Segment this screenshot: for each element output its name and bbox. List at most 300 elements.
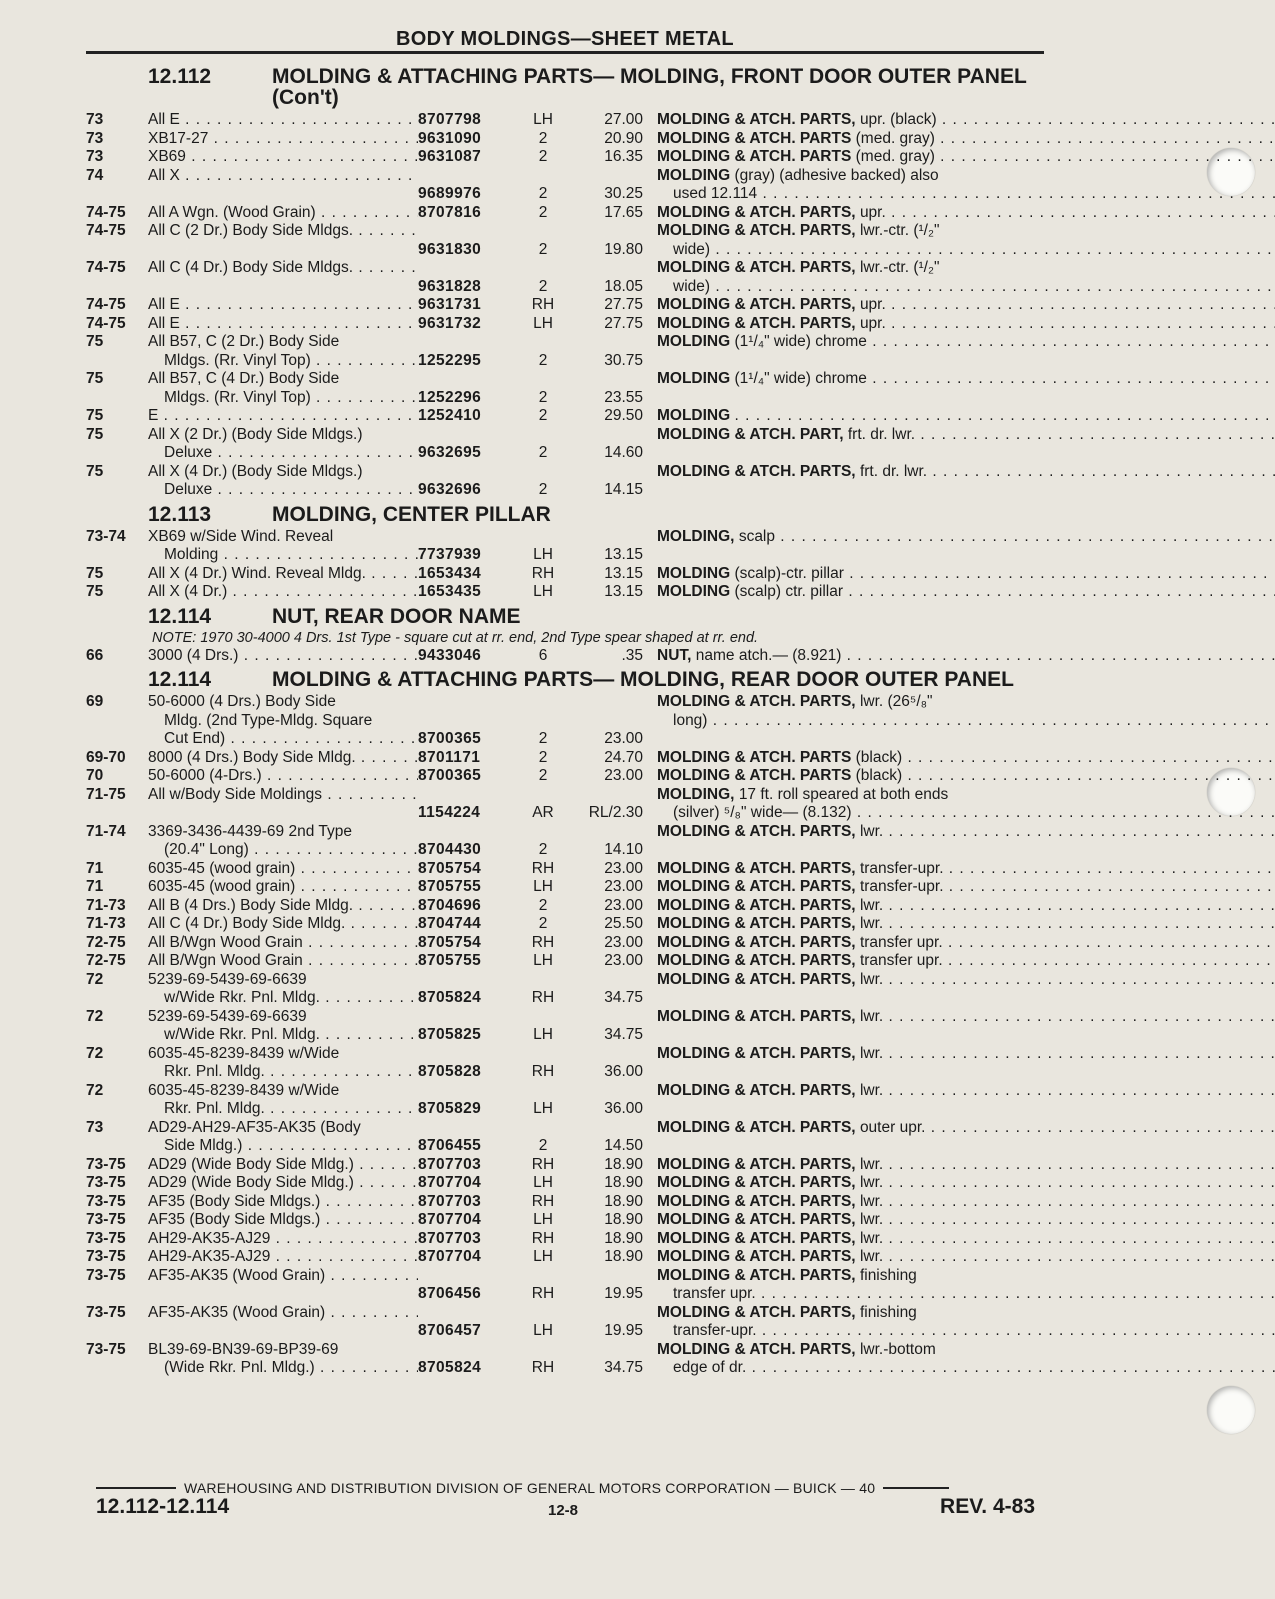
quantity: RH <box>531 564 555 582</box>
table-row <box>86 167 1046 204</box>
description-name: MOLDING <box>657 370 731 387</box>
description-name: MOLDING & ATCH. PARTS, <box>657 822 856 840</box>
description-line <box>657 897 1275 916</box>
description-text: lwr. (26⁵/₈" <box>859 693 933 710</box>
price: 34.75 <box>604 1359 643 1376</box>
part-number: 8707798 <box>418 111 482 128</box>
application-text: XB69 w/Side Wind. Reveal <box>148 527 334 545</box>
application-text: All A Wgn. (Wood Grain) . . . <box>148 204 418 223</box>
quantity: RH <box>531 1359 555 1376</box>
quantity: LH <box>533 111 553 128</box>
application-text: AD29-AH29-AF35-AK35 (Body <box>148 1118 361 1136</box>
description-text: long) <box>673 711 708 729</box>
quantity: LH <box>533 1248 553 1265</box>
application-text: AH29-AK35-AJ29 . . . <box>148 1230 418 1249</box>
description-text: transfer-upr. <box>673 1322 757 1339</box>
description-line <box>657 1045 1275 1064</box>
description-name: MOLDING & ATCH. PARTS, <box>657 1118 856 1136</box>
application-text: 50-6000 (4 Drs.) Body Side <box>148 693 336 710</box>
quantity: RH <box>531 1192 555 1210</box>
description-cell <box>643 897 1275 916</box>
description-cell <box>643 1119 1275 1138</box>
application-cell <box>148 1248 418 1267</box>
description-line <box>657 878 1275 897</box>
description-name: MOLDING & ATCH. PARTS <box>657 767 852 784</box>
table-row <box>86 860 1046 879</box>
application-text: w/Wide Rkr. Pnl. Mldg. . . . <box>148 989 418 1008</box>
table-row <box>86 1211 1046 1230</box>
quantity: 2 <box>538 767 548 784</box>
table-row <box>86 1267 1046 1304</box>
section-heading <box>86 66 1046 108</box>
model-year: 75 <box>86 583 104 600</box>
quantity: LH <box>533 583 553 600</box>
table-row <box>86 333 1046 370</box>
price: 19.95 <box>604 1285 643 1302</box>
description-line <box>657 971 1275 990</box>
table-row <box>86 528 1046 565</box>
application-cell <box>148 167 418 186</box>
application-text: 8000 (4 Drs.) Body Side Mldg. . . . <box>148 749 418 768</box>
description-text: lwr. <box>859 1229 884 1247</box>
application-cell <box>148 1211 418 1230</box>
application-cell <box>148 130 418 149</box>
price: 27.00 <box>604 111 643 128</box>
application-text: BL39-69-BN39-69-BP39-69 <box>148 1340 339 1358</box>
application-cell <box>148 1267 418 1286</box>
section-number: 12.113 <box>148 502 212 526</box>
description-text: transfer upr. <box>859 933 943 951</box>
section-number: 12.114 <box>148 604 212 628</box>
application-text: AD29 (Wide Body Side Mldg.) . . . <box>148 1156 418 1175</box>
price: 23.00 <box>604 730 643 747</box>
table-row <box>86 823 1046 860</box>
application-cell <box>148 1341 418 1378</box>
table-row <box>86 1174 1046 1193</box>
application-text: 3369-3436-4439-69 2nd Type <box>148 822 352 840</box>
price: 13.15 <box>604 546 643 563</box>
description-name: MOLDING & ATCH. PARTS, <box>657 462 856 480</box>
description-line <box>657 1174 1275 1193</box>
description-cell <box>643 204 1275 223</box>
application-text: All B57, C (2 Dr.) Body Side <box>148 333 340 350</box>
description-name: MOLDING & ATCH. PARTS, <box>657 896 856 914</box>
model-year: 70 <box>86 767 104 784</box>
description-text: wide) <box>673 240 711 258</box>
description-line <box>657 934 1275 953</box>
model-year: 69 <box>86 693 104 710</box>
application-cell <box>148 878 418 897</box>
application-cell <box>148 1045 418 1082</box>
application-cell <box>148 971 418 1008</box>
part-number: 9689976 <box>418 185 482 202</box>
description-cell <box>643 1304 1275 1341</box>
price: 18.90 <box>604 1229 643 1247</box>
description-text: upr. <box>859 314 886 332</box>
part-number: 8705755 <box>418 878 482 895</box>
description-name: MOLDING & ATCH. PARTS, <box>657 693 856 710</box>
part-number: 8701171 <box>418 748 481 766</box>
section-heading <box>86 669 1046 690</box>
quantity: 2 <box>538 240 548 258</box>
quantity: RH <box>531 1063 555 1080</box>
part-number: 9631828 <box>418 277 482 295</box>
application-text: w/Wide Rkr. Pnl. Mldg. . . . <box>148 1026 418 1045</box>
application-cell <box>148 1156 418 1175</box>
description-name: MOLDING, <box>657 527 735 545</box>
description-name: MOLDING & ATCH. PARTS, <box>657 1007 856 1025</box>
table-row <box>86 915 1046 934</box>
application-cell <box>148 583 418 602</box>
model-year: 72 <box>86 1081 104 1099</box>
description-text: transfer-upr. <box>859 878 944 895</box>
part-number: 8700365 <box>418 767 482 784</box>
table-row <box>86 1304 1046 1341</box>
model-year: 71-73 <box>86 915 126 932</box>
description-line <box>657 463 1275 482</box>
table-row <box>86 1341 1046 1378</box>
description-cell <box>643 333 1275 352</box>
application-text: AF35-AK35 (Wood Grain) . . . <box>148 1304 418 1323</box>
quantity: 2 <box>538 351 548 369</box>
application-cell <box>148 315 418 334</box>
quantity: 2 <box>538 481 548 498</box>
description-line <box>657 241 1275 260</box>
model-year: 73 <box>86 148 104 165</box>
price: 14.15 <box>604 481 643 498</box>
description-line <box>657 1082 1275 1101</box>
section-0 <box>86 66 1046 500</box>
model-year: 66 <box>86 646 104 664</box>
application-cell <box>148 370 418 407</box>
table-row <box>86 749 1046 768</box>
application-text: All B/Wgn Wood Grain . . . <box>148 952 418 971</box>
description-line <box>657 915 1275 934</box>
description-name: MOLDING & ATCH. PARTS, <box>657 878 856 895</box>
price: RL/2.30 <box>588 804 643 821</box>
part-number: 8705824 <box>418 989 482 1006</box>
description-cell <box>643 370 1275 389</box>
price: 23.00 <box>604 767 643 784</box>
part-number: 1653434 <box>418 564 482 582</box>
description-name: MOLDING & ATCH. PARTS, <box>657 1155 856 1173</box>
application-text: All X (2 Dr.) (Body Side Mldgs.) <box>148 425 363 443</box>
description-cell <box>643 1267 1275 1304</box>
description-name: MOLDING & ATCH. PARTS, <box>657 1229 856 1247</box>
model-year: 72 <box>86 1044 104 1062</box>
application-cell <box>148 749 418 768</box>
description-name: MOLDING <box>657 407 731 424</box>
description-cell <box>643 111 1275 130</box>
table-row <box>86 1008 1046 1045</box>
description-text: lwr. <box>859 1211 884 1228</box>
model-year: 72-75 <box>86 933 126 951</box>
model-year: 73-74 <box>86 527 126 545</box>
description-text: lwr. <box>859 915 884 932</box>
description-name: MOLDING & ATCH. PARTS, <box>657 859 856 877</box>
description-name: MOLDING & ATCH. PARTS, <box>657 952 856 969</box>
application-cell <box>148 426 418 463</box>
quantity: 2 <box>538 148 548 165</box>
application-cell <box>148 148 418 167</box>
description-text: (gray) (adhesive backed) also <box>734 166 939 184</box>
section-note: NOTE: 1970 30-4000 4 Drs. 1st Type - square cut at rr. end, 2nd Type spear shaped at rr. end. <box>152 629 759 646</box>
application-cell <box>148 111 418 130</box>
application-text: Cut End) . . . <box>148 730 418 749</box>
model-year: 74-75 <box>86 222 126 239</box>
footer-rule-left <box>96 1487 176 1489</box>
footer-section-range: 12.112-12.114 <box>96 1495 230 1518</box>
price: 24.70 <box>604 748 643 766</box>
description-text: lwr.-ctr. (¹/₂" <box>859 259 940 276</box>
quantity: RH <box>531 1285 555 1302</box>
part-number: 8705828 <box>418 1063 482 1080</box>
description-cell <box>643 647 1275 666</box>
description-cell <box>643 130 1275 149</box>
application-cell <box>148 915 418 934</box>
description-text: lwr. <box>859 1174 884 1191</box>
description-text: wide) <box>673 277 711 295</box>
quantity: LH <box>533 1322 553 1339</box>
part-number: 8707704 <box>418 1174 482 1191</box>
description-text: (1¹/₄" wide) chrome <box>734 370 867 387</box>
application-text: All E . . . <box>148 296 418 315</box>
footer-division-text: WAREHOUSING AND DISTRIBUTION DIVISION OF GENERAL MOTORS CORPORATION — BUICK — 40 <box>184 1480 876 1496</box>
description-text: used 12.114 <box>673 185 758 202</box>
price: 16.35 <box>604 148 643 165</box>
application-text: All E . . . <box>148 111 418 130</box>
price: 27.75 <box>604 314 643 332</box>
section-title: MOLDING & ATTACHING PARTS— MOLDING, REAR DOOR OUTER PANEL <box>272 668 1014 691</box>
description-text: (scalp) ctr. pillar <box>734 583 844 600</box>
part-number: 8706456 <box>418 1285 482 1302</box>
model-year: 75 <box>86 407 104 424</box>
description-cell <box>643 1174 1275 1193</box>
description-line <box>657 823 1275 842</box>
description-line <box>657 1156 1275 1175</box>
model-year: 73-75 <box>86 1174 126 1191</box>
description-line <box>657 148 1275 167</box>
part-number: 8704744 <box>418 915 482 932</box>
application-text: 50-6000 (4-Drs.) . . . <box>148 767 418 786</box>
description-name: MOLDING & ATCH. PARTS, <box>657 1044 856 1062</box>
price: 23.00 <box>604 859 643 877</box>
description-line <box>657 111 1275 130</box>
quantity: 2 <box>538 748 548 766</box>
table-row <box>86 315 1046 334</box>
description-cell <box>643 528 1275 547</box>
description-name: MOLDING & ATCH. PARTS, <box>657 1174 856 1191</box>
part-number: 8707704 <box>418 1211 482 1228</box>
part-number: 9433046 <box>418 646 482 664</box>
price: 20.90 <box>604 129 643 147</box>
description-line <box>657 1267 1275 1286</box>
quantity: RH <box>531 296 555 313</box>
part-number: 9631087 <box>418 148 482 165</box>
application-cell <box>148 204 418 223</box>
table-row <box>86 565 1046 584</box>
price: 18.90 <box>604 1211 643 1228</box>
table-row <box>86 1045 1046 1082</box>
description-name: MOLDING & ATCH. PARTS, <box>657 111 856 128</box>
description-cell <box>643 222 1275 259</box>
description-cell <box>643 971 1275 990</box>
description-line <box>657 528 1275 547</box>
description-cell <box>643 315 1275 334</box>
description-line <box>657 1008 1275 1027</box>
application-text: XB69 . . . <box>148 148 418 167</box>
description-line <box>657 712 1275 731</box>
part-number: 8706457 <box>418 1322 482 1339</box>
parts-listing <box>86 62 1046 1378</box>
price: 23.00 <box>604 878 643 895</box>
table-row <box>86 971 1046 1008</box>
description-line <box>657 749 1275 768</box>
quantity: RH <box>531 859 555 877</box>
description-cell <box>643 583 1275 602</box>
application-text: All X (4 Dr.) Wind. Reveal Mldg. . . . <box>148 565 418 584</box>
description-line <box>657 259 1275 278</box>
part-number: 8705829 <box>418 1100 482 1117</box>
description-name: MOLDING <box>657 564 731 582</box>
description-text: scalp <box>738 527 775 545</box>
application-text: All C (4 Dr.) Body Side Mldg. . . . <box>148 915 418 934</box>
quantity: 2 <box>538 841 548 858</box>
application-cell <box>148 767 418 786</box>
application-cell <box>148 934 418 953</box>
model-year: 75 <box>86 370 104 387</box>
section-heading <box>86 606 1046 627</box>
description-line <box>657 426 1275 445</box>
price: 36.00 <box>604 1063 643 1080</box>
description-text: edge of dr. <box>673 1359 747 1376</box>
description-name: MOLDING & ATCH. PARTS, <box>657 915 856 932</box>
description-line <box>657 315 1275 334</box>
part-number: 8705825 <box>418 1026 482 1043</box>
part-number: 1252410 <box>418 407 482 424</box>
description-line <box>657 333 1275 352</box>
description-text: transfer upr. <box>673 1285 756 1302</box>
model-year: 74 <box>86 166 104 184</box>
application-text: AD29 (Wide Body Side Mldg.) . . . <box>148 1174 418 1193</box>
model-year: 75 <box>86 462 104 480</box>
table-row <box>86 1230 1046 1249</box>
description-cell <box>643 148 1275 167</box>
application-cell <box>148 1174 418 1193</box>
application-text: (20.4" Long) . . . <box>148 841 418 860</box>
section-heading <box>86 504 1046 525</box>
part-number: 8704696 <box>418 896 482 914</box>
description-line <box>657 767 1275 786</box>
quantity: 2 <box>538 896 548 914</box>
description-line <box>657 1193 1275 1212</box>
model-year: 73 <box>86 111 104 128</box>
part-number: 8705824 <box>418 1359 482 1376</box>
description-name: MOLDING & ATCH. PARTS <box>657 148 852 165</box>
part-number: 1252295 <box>418 351 482 369</box>
footer-rule-right <box>883 1487 949 1489</box>
application-text: All B (4 Drs.) Body Side Mldg. . . . <box>148 897 418 916</box>
description-line <box>657 1322 1275 1341</box>
model-year: 71-75 <box>86 785 126 803</box>
description-name: MOLDING & ATCH. PART, <box>657 425 844 443</box>
application-text: 5239-69-5439-69-6639 <box>148 970 307 988</box>
application-cell <box>148 259 418 278</box>
model-year: 73-75 <box>86 1192 126 1210</box>
description-line <box>657 296 1275 315</box>
description-text: (silver) ⁵/₈" wide— (8.132) <box>673 804 852 821</box>
table-row <box>86 1119 1046 1156</box>
description-name: MOLDING & ATCH. PARTS <box>657 129 852 147</box>
quantity: RH <box>531 1229 555 1247</box>
description-text: upr. (black) <box>859 111 937 128</box>
description-name: MOLDING & ATCH. PARTS, <box>657 1211 856 1228</box>
description-line <box>657 786 1275 805</box>
price: 25.50 <box>604 915 643 932</box>
description-line <box>657 1248 1275 1267</box>
application-text: 6035-45 (wood grain) . . . <box>148 860 418 879</box>
description-name: MOLDING & ATCH. PARTS, <box>657 314 856 332</box>
application-text: AH29-AK35-AJ29 . . . <box>148 1248 418 1267</box>
description-text: lwr. <box>859 1192 884 1210</box>
description-name: MOLDING & ATCH. PARTS, <box>657 1266 856 1284</box>
quantity: LH <box>533 546 553 563</box>
description-cell <box>643 934 1275 953</box>
price: 34.75 <box>604 989 643 1006</box>
application-cell <box>148 1082 418 1119</box>
price: 19.80 <box>604 240 643 258</box>
table-row <box>86 426 1046 463</box>
part-number: 1653435 <box>418 583 482 600</box>
application-text: All C (2 Dr.) Body Side Mldgs. . . . <box>148 222 418 241</box>
part-number: 9631732 <box>418 314 482 332</box>
quantity: LH <box>533 1211 553 1228</box>
application-text: All X . . . <box>148 167 418 186</box>
application-cell <box>148 407 418 426</box>
application-text: Deluxe . . . <box>148 444 418 463</box>
model-year: 75 <box>86 564 104 582</box>
quantity: LH <box>533 314 553 332</box>
application-text: Mldgs. (Rr. Vinyl Top) . . . <box>148 352 418 371</box>
part-number: 1154224 <box>418 804 481 821</box>
price: 18.90 <box>604 1155 643 1173</box>
table-row <box>86 222 1046 259</box>
table-row <box>86 693 1046 749</box>
description-text: lwr. <box>859 896 884 914</box>
application-text: All X (4 Dr.) (Body Side Mldgs.) <box>148 462 363 480</box>
table-row <box>86 897 1046 916</box>
price: 23.55 <box>604 388 643 406</box>
punch-hole-bottom <box>1207 1386 1255 1434</box>
description-text: transfer upr. <box>859 952 943 969</box>
description-line <box>657 952 1275 971</box>
quantity: RH <box>531 1155 555 1173</box>
quantity: 2 <box>538 185 548 202</box>
description-name: MOLDING <box>657 583 731 600</box>
model-year: 73 <box>86 129 104 147</box>
model-year: 71-74 <box>86 822 126 840</box>
table-row <box>86 952 1046 971</box>
description-line <box>657 407 1275 426</box>
application-cell <box>148 1230 418 1249</box>
description-cell <box>643 767 1275 786</box>
application-cell <box>148 463 418 500</box>
description-line <box>657 860 1275 879</box>
table-row <box>86 204 1046 223</box>
part-number: 8707703 <box>418 1192 482 1210</box>
model-year: 73 <box>86 1118 104 1136</box>
description-text: outer upr. <box>859 1118 926 1136</box>
